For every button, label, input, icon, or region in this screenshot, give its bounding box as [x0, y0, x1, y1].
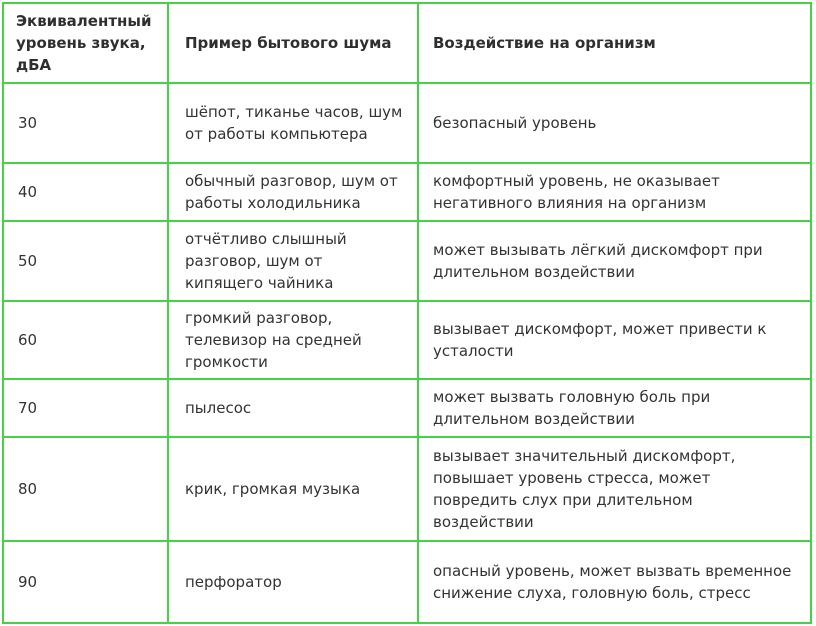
cell-effect: безопасный уровень — [419, 84, 810, 164]
cell-effect: вызывает значительный дискомфорт, повышает уровень стресса, может повредить слух при длительном воздействии — [419, 438, 810, 542]
header-example: Пример бытового шума — [169, 4, 419, 84]
noise-level-table — [2, 2, 812, 624]
cell-example: крик, громкая музыка — [169, 438, 419, 542]
cell-effect: опасный уровень, может вызвать временное снижение слуха, головную боль, стресс — [433, 562, 792, 602]
cell-effect: может вызывать лёгкий дискомфорт при длительном воздействии — [419, 222, 810, 302]
cell-effect: вызывает дискомфорт, может привести к усталости — [419, 302, 810, 380]
cell-level: 60 — [4, 302, 169, 380]
cell-example: громкий разговор, телевизор на средней громкости — [169, 302, 419, 380]
cell-example: перфоратор — [169, 542, 419, 622]
cell-example: пылесос — [169, 380, 419, 438]
cell-example: обычный разговор, шум от работы холодильника — [169, 164, 419, 222]
cell-level: 70 — [4, 380, 169, 438]
cell-example: шёпот, тиканье часов, шум от работы компьютера — [169, 84, 419, 164]
cell-level: 30 — [4, 84, 169, 164]
header-level: Эквивалентный уровень звука, дБА — [4, 4, 169, 84]
cell-effect: может вызвать головную боль при длительном воздействии — [419, 380, 810, 438]
cell-effect: комфортный уровень, не оказывает негативного влияния на организм — [419, 164, 810, 222]
cell-level: 40 — [4, 164, 169, 222]
cell-level: 80 — [4, 438, 169, 542]
cell-example: отчётливо слышный разговор, шум от кипящего чайника — [169, 222, 419, 302]
cell-level: 90 — [4, 542, 169, 622]
cell-level: 50 — [4, 222, 169, 302]
header-effect: Воздействие на организм — [419, 4, 810, 84]
